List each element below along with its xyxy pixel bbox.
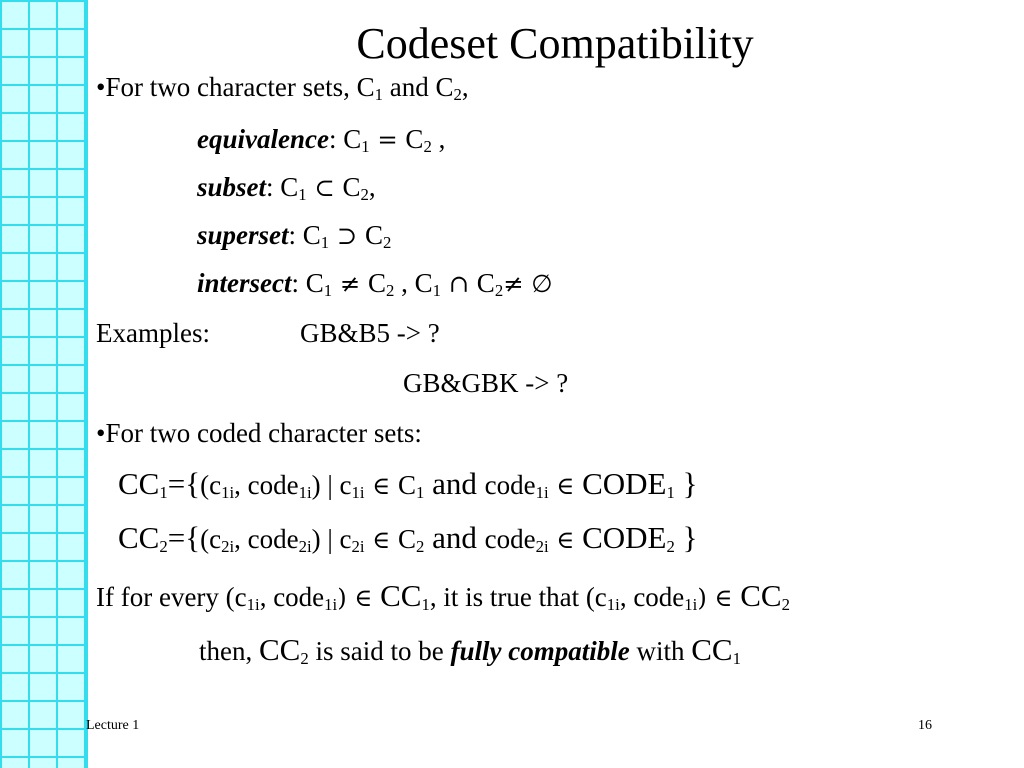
operator: ∩ (440, 269, 477, 298)
text: , C (394, 268, 433, 298)
operator: ≠ ∅ (503, 269, 553, 298)
text: CC (118, 520, 160, 555)
subscript: 1i (221, 483, 235, 503)
subscript: 1 (361, 137, 370, 157)
text: , (461, 72, 469, 102)
text: C (397, 470, 416, 500)
subscript: 1 (421, 595, 430, 615)
cc1-definition (118, 466, 697, 502)
subscript: 2 (666, 537, 675, 557)
text: } (674, 466, 698, 501)
text: CC (259, 632, 301, 667)
text: CC (380, 578, 422, 613)
subscript: 2i (298, 537, 312, 557)
text: For two coded character sets: (105, 418, 422, 448)
text: CODE (582, 520, 667, 555)
subscript: 2 (385, 281, 395, 301)
text: and (424, 520, 485, 555)
text: (c (200, 470, 222, 500)
text: If for every (c (96, 582, 247, 612)
example-gb-b5: GB&B5 -> ? (300, 318, 440, 348)
text: C (405, 124, 424, 154)
operator: ⊂ (306, 173, 343, 202)
cc2-definition (118, 520, 697, 556)
subscript: 2 (382, 233, 392, 253)
text: , it is true that (c (429, 582, 607, 612)
term: subset (197, 172, 267, 202)
subscript: 1 (732, 649, 741, 669)
footer-lecture: Lecture 1 (86, 718, 140, 733)
text: C (397, 524, 416, 554)
equivalence-line (197, 124, 445, 155)
text: with (629, 636, 692, 666)
subscript: 2 (300, 649, 309, 669)
subscript: 2 (416, 537, 425, 557)
text: CC (118, 466, 160, 501)
text: CC (740, 578, 782, 613)
bullet: • (96, 418, 106, 448)
if-condition-line (96, 578, 790, 614)
text: ={ (167, 520, 201, 555)
bullet: • (96, 72, 106, 102)
text: : C (291, 268, 324, 298)
operator: ∈ (364, 471, 398, 500)
term: superset (197, 220, 289, 250)
subscript: 1 (320, 233, 330, 253)
text: C (367, 268, 386, 298)
subscript: 1i (606, 595, 620, 615)
text: ) ∈ (337, 583, 381, 612)
text: For two character sets, C (105, 72, 375, 102)
subset-line (197, 172, 376, 203)
subscript: 2i (535, 537, 549, 557)
text: C (364, 220, 383, 250)
subscript: 2 (423, 137, 432, 157)
intersect-line (197, 268, 552, 299)
text: code (484, 470, 536, 500)
text: ={ (167, 466, 201, 501)
coded-sets-line (96, 418, 422, 449)
text: CODE (582, 466, 667, 501)
term: fully compatible (450, 636, 630, 666)
term: equivalence (197, 124, 329, 154)
subscript: 1 (159, 483, 168, 503)
subscript: 2 (453, 85, 462, 105)
text: , code (619, 582, 685, 612)
examples-label: Examples: (96, 318, 210, 348)
subscript: 2 (781, 595, 790, 615)
then-line (199, 632, 741, 668)
subscript: 1 (323, 281, 333, 301)
operator: ⊃ (329, 221, 365, 250)
operator: ≠ (332, 269, 368, 298)
subscript: 1i (324, 595, 338, 615)
subscript: 1i (298, 483, 312, 503)
subscript: 2 (159, 537, 168, 557)
text: : C (288, 220, 321, 250)
text: , code (259, 582, 325, 612)
text: , (368, 172, 376, 202)
text: ) | c (311, 524, 352, 554)
subscript: 1 (298, 185, 307, 205)
subscript: 2i (351, 537, 365, 557)
text: then, (199, 636, 259, 666)
decorative-grid-sidebar (0, 0, 88, 768)
operator: = (369, 125, 406, 154)
text: , (431, 124, 446, 154)
text: , code (234, 470, 299, 500)
text: : C (328, 124, 362, 154)
text: code (484, 524, 536, 554)
subscript: 1i (351, 483, 365, 503)
superset-line (197, 220, 391, 251)
subscript: 2 (360, 185, 369, 205)
subscript: 1 (374, 85, 383, 105)
text: CC (691, 632, 733, 667)
text: C (476, 268, 495, 298)
subscript: 1i (684, 595, 698, 615)
text: } (674, 520, 698, 555)
example-gb-gbk: GB&GBK -> ? (403, 368, 569, 398)
subscript: 2i (221, 537, 235, 557)
text: and (424, 466, 485, 501)
operator: ∈ (364, 525, 398, 554)
text: ) | c (311, 470, 352, 500)
subscript: 1i (246, 595, 260, 615)
operator: ∈ (548, 471, 583, 500)
subscript: 1 (416, 483, 425, 503)
text: : C (266, 172, 299, 202)
term: intersect (197, 268, 292, 298)
subscript: 1i (535, 483, 549, 503)
subscript: 2 (494, 281, 504, 301)
text: C (342, 172, 361, 202)
text: , code (234, 524, 299, 554)
text: and C (383, 72, 454, 102)
intro-line (96, 72, 469, 103)
subscript: 1 (432, 281, 441, 301)
text: ) ∈ (697, 583, 741, 612)
text: (c (200, 524, 222, 554)
operator: ∈ (548, 525, 583, 554)
text: is said to be (308, 636, 451, 666)
slide-number: 16 (918, 718, 932, 733)
slide-title: Codeset Compatibility (356, 19, 754, 68)
subscript: 1 (666, 483, 675, 503)
